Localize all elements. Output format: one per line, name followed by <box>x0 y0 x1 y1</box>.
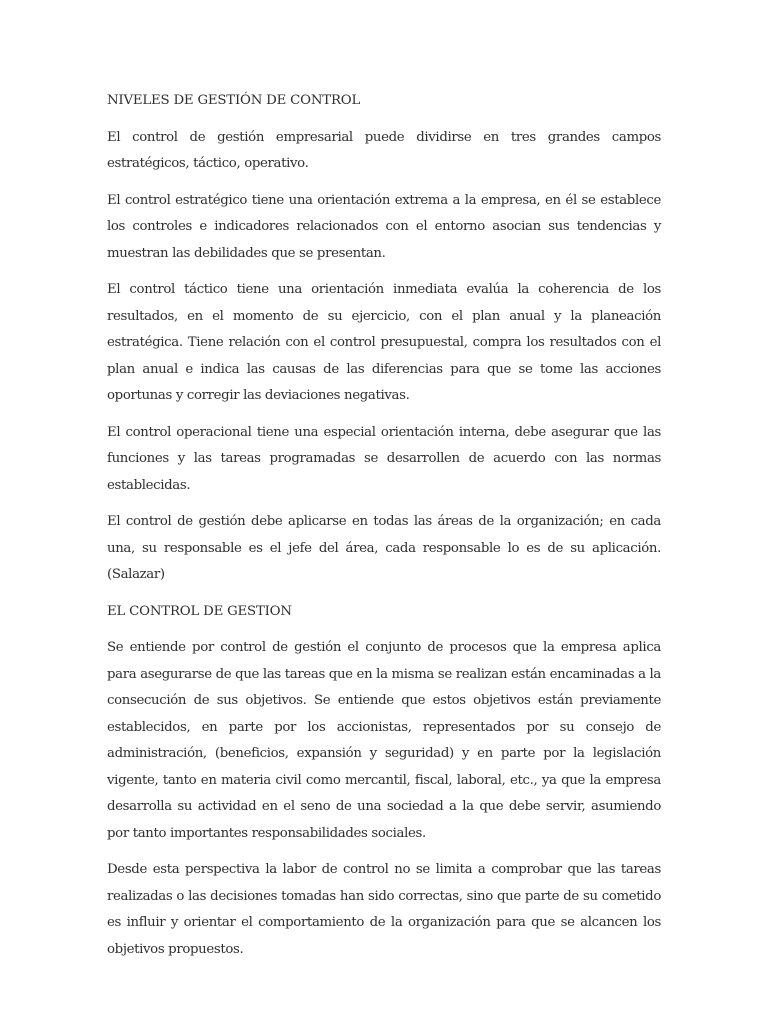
paragraph: El control de gestión debe aplicarse en todas las áreas de la organización; en cada una, su responsable es el jefe del área, cada responsable lo es de su aplicación. (Salazar) <box>107 514 661 582</box>
paragraph: El control de gestión empresarial puede dividirse en tres grandes campos estratégicos, táctico, operativo. <box>107 129 661 171</box>
section-heading-niveles: NIVELES DE GESTIÓN DE CONTROL <box>107 93 361 108</box>
document-page <box>107 88 661 973</box>
paragraph: Desde esta perspectiva la labor de control no se limita a comprobar que las tareas realizadas o las decisiones tomadas han sido correctas, sino que parte de su cometido es influir y orientar el comportamiento de la organización para que se alcancen los objetivos propuestos. <box>107 862 661 957</box>
paragraph: El control táctico tiene una orientación inmediata evalúa la coherencia de los resultados, en el momento de su ejercicio, con el plan anual y la planeación estratégica. Tiene relación con el control presupuestal, compra los resultados con el plan anual e indica las causas de las diferencias para que se tome las acciones oportunas y corregir las deviaciones negativas. <box>107 282 661 403</box>
paragraph: Se entiende por control de gestión el conjunto de procesos que la empresa aplica para asegurarse de que las tareas que en la misma se realizan están encaminadas a la consecución de sus objetivos. Se entiende que estos objetivos están previamente establecidos, en parte por los accionistas, representados por su consejo de administración, (beneficios, expansión y seguridad) y en parte por la legislación vigente, tanto en materia civil como mercantil, fiscal, laboral, etc., ya que la empresa desarrolla su actividad en el seno de una sociedad a la que debe servir, asumiendo por tanto importantes responsabilidades sociales. <box>107 640 662 841</box>
paragraph: El control operacional tiene una especial orientación interna, debe asegurar que las funciones y las tareas programadas se desarrollen de acuerdo con las normas establecidas. <box>107 424 661 493</box>
paragraph: El control estratégico tiene una orientación extrema a la empresa, en él se establece los controles e indicadores relacionados con el entorno asocian sus tendencias y muestran las debilidades que se presentan. <box>107 192 661 261</box>
section-heading-control-de-gestion: EL CONTROL DE GESTION <box>107 603 292 619</box>
